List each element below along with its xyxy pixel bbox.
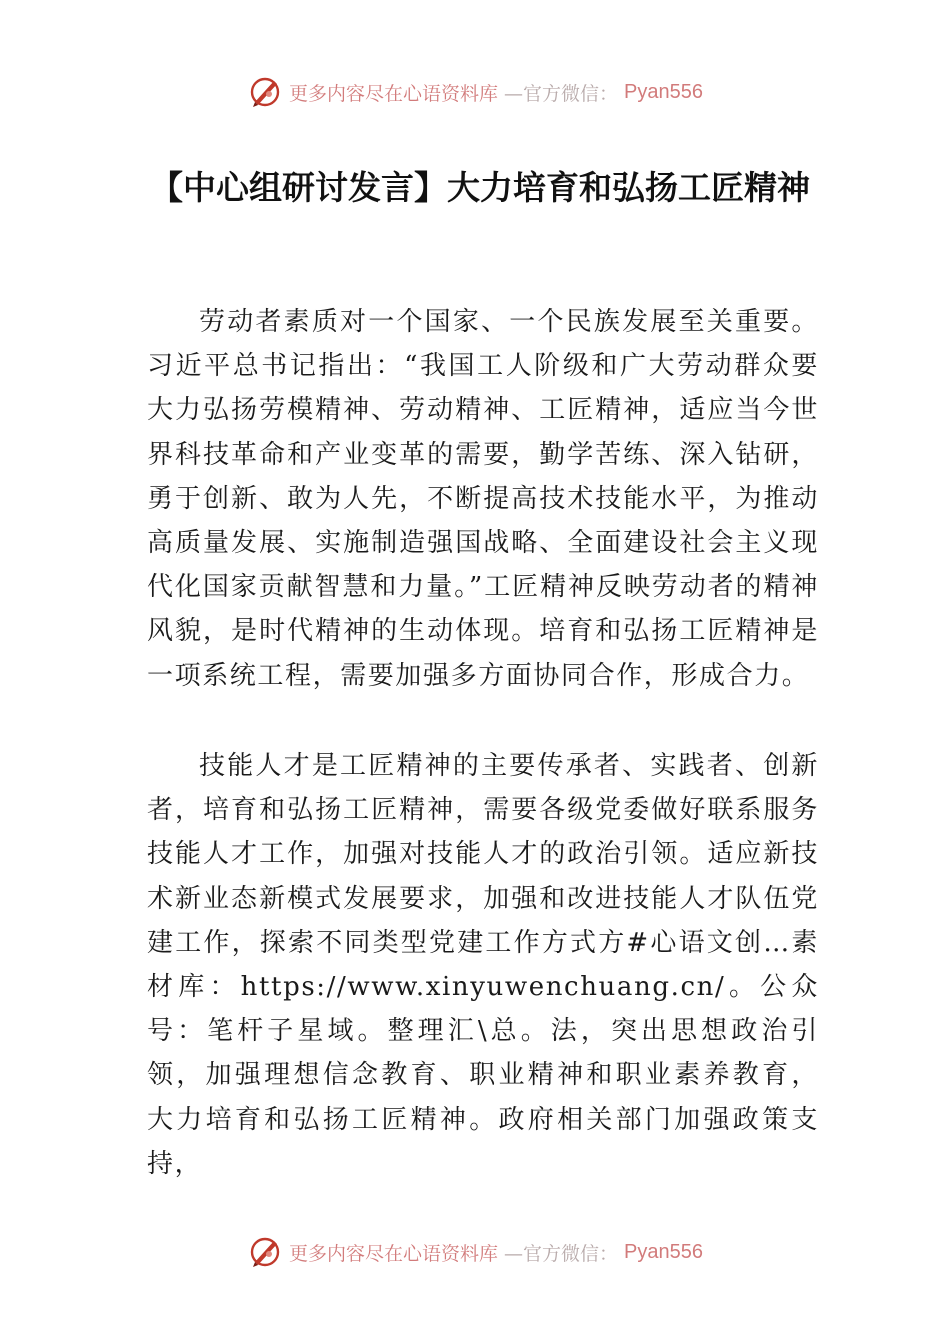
wechat-id: Pyan556 [624,1240,703,1263]
pen-logo-icon [247,74,283,110]
paragraph-1: 劳动者素质对一个国家、一个民族发展至关重要。习近平总书记指出：“我国工人阶级和广大劳动群众要大力弘扬劳模精神、劳动精神、工匠精神，适应当今世界科技革命和产业变革的需要，勤学苦练、深入钻研，勇于创新、敢为人先，不断提高技术技能水平，为推动高质量发展、实施制造强国战略、全面建设社会主义现代化国家贡献智慧和力量。”工匠精神反映劳动者的精神风貌，是时代精神的生动体现。培育和弘扬工匠精神是一项系统工程，需要加强多方面协同合作，形成合力。 [147,307,819,691]
wechat-id: Pyan556 [624,80,703,103]
site-slogan: 更多内容尽在心语资料库 [289,82,499,105]
wechat-label: —官方微信： [504,1242,619,1265]
footer-banner [0,1232,950,1272]
wechat-label: —官方微信： [504,82,619,105]
pen-logo-icon [247,1234,283,1270]
paragraph-2: 技能人才是工匠精神的主要传承者、实践者、创新者，培育和弘扬工匠精神，需要各级党委做好联系服务技能人才工作，加强对技能人才的政治引领。适应新技术新业态新模式发展要求，加强和改进技能人才队伍党建工作，探索不同类型党建工作方式方#心语文创…素材库：https://www.xinyuwenchuang.cn/。公众号：笔杆子星域。整理汇\总。法，突出思想政治引领，加强理想信念教育、职业精神和职业素养教育， 大力培育和弘扬工匠精神。政府相关部门加强政策支持， [147,751,819,1179]
header-banner [0,72,950,112]
site-slogan: 更多内容尽在心语资料库 [289,1242,499,1265]
document-title: 【中心组研讨发言】大力培育和弘扬工匠精神 [150,168,810,207]
